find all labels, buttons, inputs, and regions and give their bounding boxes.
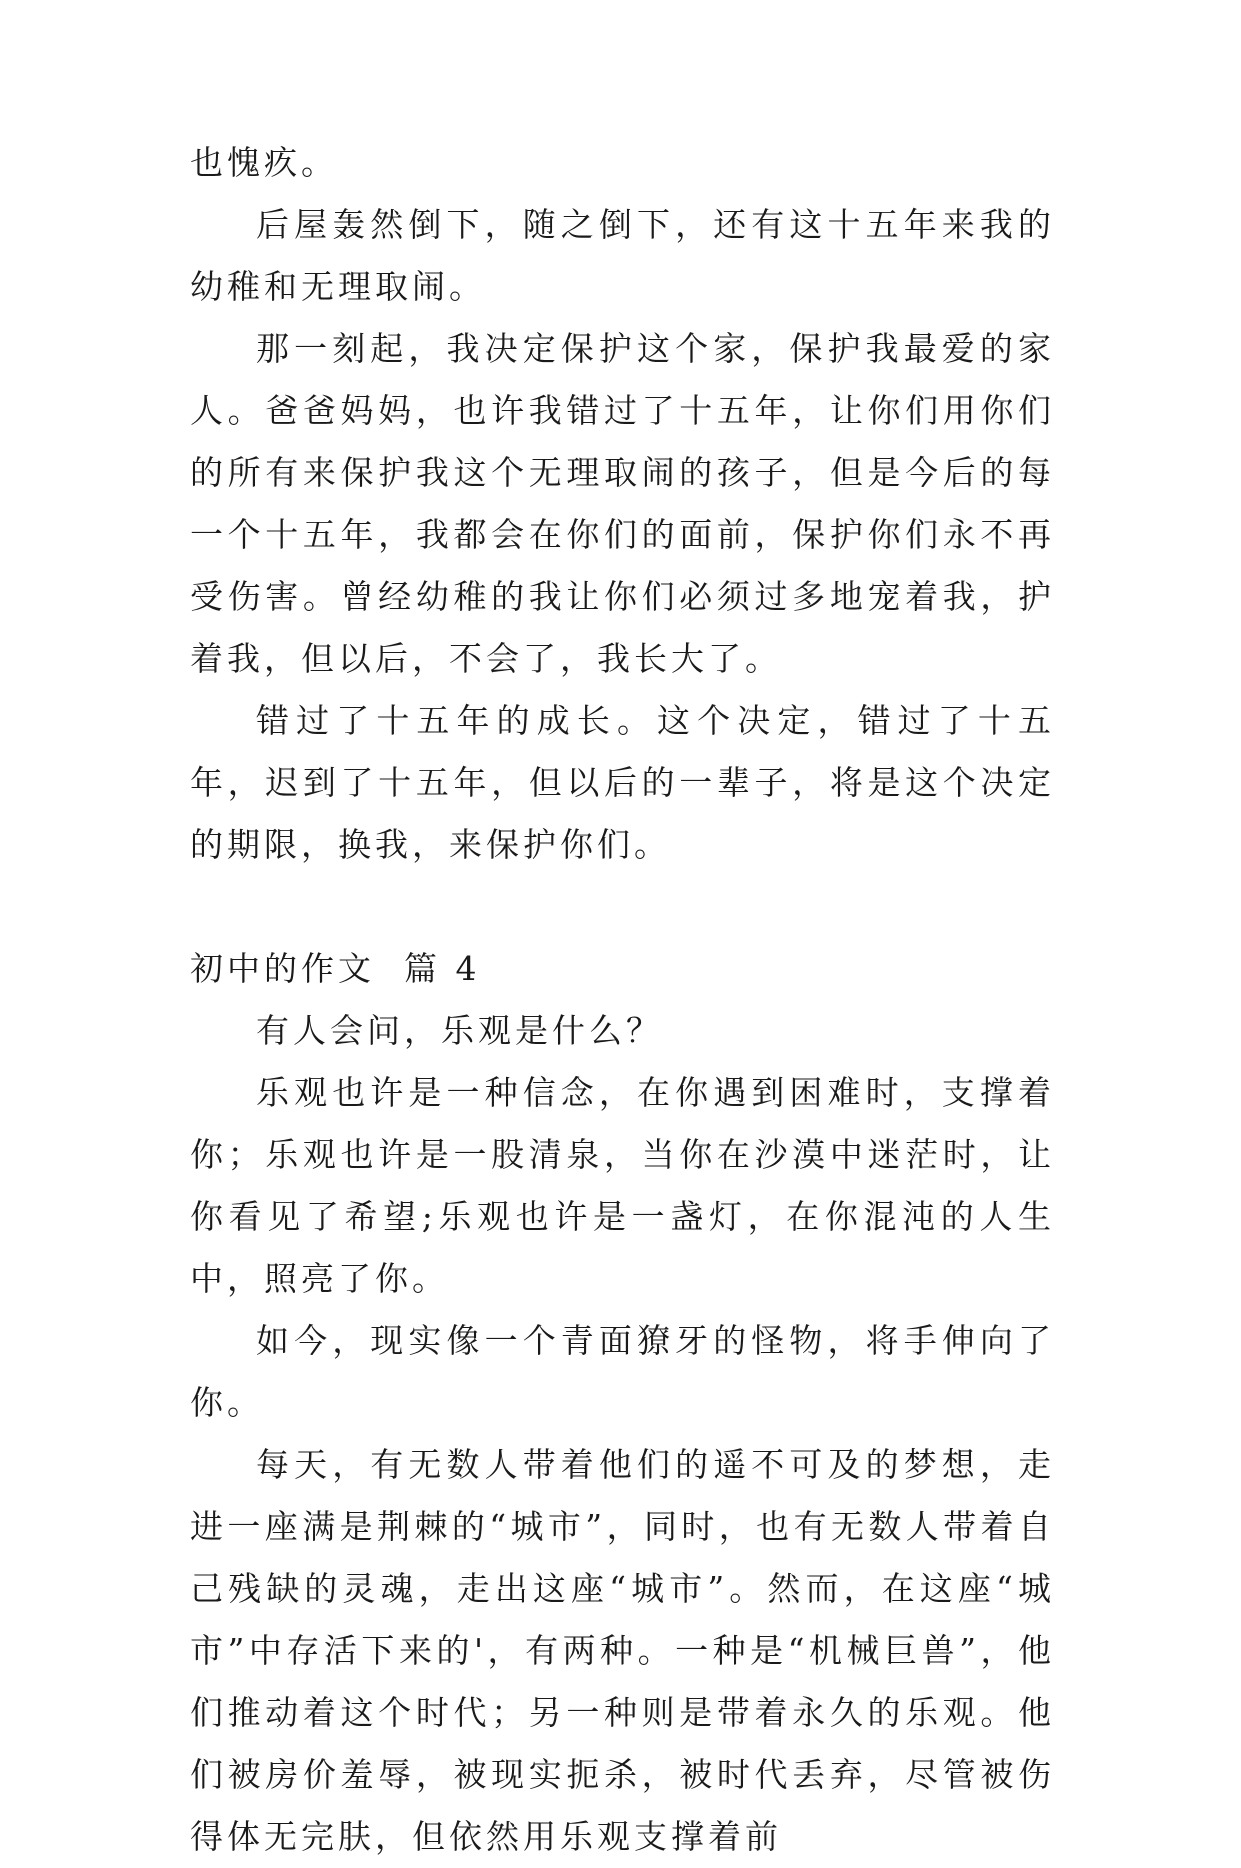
paragraph-5: 有人会问，乐观是什么？ (256, 1011, 663, 1050)
paragraph-4: 错过了十五年的成长。这个决定，错过了十五年，迟到了十五年，但以后的一辈子，将是这个决定的期限，换我，来保护你们。 (190, 701, 1055, 864)
paragraph-3: 那一刻起，我决定保护这个家，保护我最爱的家人。爸爸妈妈，也许我错过了十五年，让你们用你们的所有来保护我这个无理取闹的孩子，但是今后的每一个十五年，我都会在你们的面前，保护你们永不再受伤害。曾经幼稚的我让你们必须过多地宠着我，护着我，但以后，不会了，我长大了。 (190, 329, 1055, 678)
paragraph-8: 每天，有无数人带着他们的遥不可及的梦想，走进一座满是荆棘的“城市”，同时，也有无数人带着自己残缺的灵魂，走出这座“城市”。然而，在这座“城市”中存活下来的'，有两种。一种是“机械巨兽”，他们推动着这个时代；另一种则是带着永久的乐观。他们被房价羞辱，被现实扼杀，被时代丢弃，尽管被伤得体无完肤，但依然用乐观支撑着前 (190, 1445, 1055, 1856)
paragraph-1: 也愧疚。 (190, 143, 338, 182)
section-title: 初中的作文 篇 4 (190, 949, 481, 988)
paragraph-7: 如今，现实像一个青面獠牙的怪物，将手伸向了你。 (190, 1321, 1055, 1422)
paragraph-2: 后屋轰然倒下，随之倒下，还有这十五年来我的幼稚和无理取闹。 (190, 205, 1055, 306)
document-body (190, 132, 1055, 1868)
paragraph-6: 乐观也许是一种信念，在你遇到困难时，支撑着你；乐观也许是一股清泉，当你在沙漠中迷茫时，让你看见了希望;乐观也许是一盏灯，在你混沌的人生中，照亮了你。 (190, 1073, 1055, 1298)
